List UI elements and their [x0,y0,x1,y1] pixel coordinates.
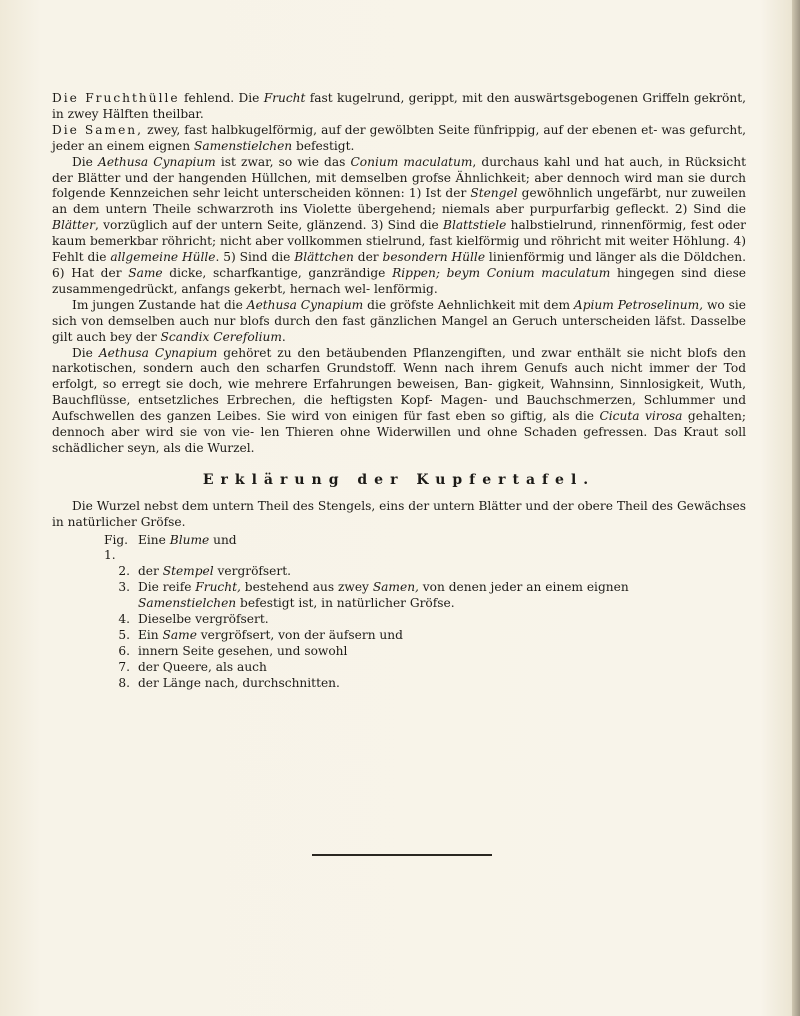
italic-term: Apium Petroselinum, [573,297,704,312]
text: und [209,532,237,547]
italic-term: Aethusa Cynapium [246,297,364,312]
text: befestigt. [292,138,355,153]
text: wo sie sich von demselben auch nur blofs durch den fast gänzlichen Mangel an Geruch unterscheiden läfst. Dasselbe gilt auch bey der [52,297,747,344]
text: gehalten; dennoch aber wird sie von vie- len Thieren ohne Widerwillen und ohne Schaden gefressen. Das Kraut soll schädlicher seyn, als die Wurzel. [52,409,747,455]
figure-number: 5. [118,628,130,642]
italic-term: Frucht, [195,580,241,595]
figure-item-continuation [52,596,746,612]
text: dicke, scharfkantige, ganzrändige [162,265,393,280]
italic-term: Samenstielchen [138,596,237,611]
text: Die [72,154,99,169]
text: Die reife [138,580,196,595]
text: der Queere, als auch [138,659,267,674]
text: , durchaus kahl und hat auch, in Rücksicht der Blätter und der hangenden Hüllchen, mit demselben grofse Ähnlichkeit; aber dennoch wird man sie durch folgende Kennzeichen sehr leicht unterscheiden können: 1) Ist der [52,154,746,201]
text: der [353,250,383,265]
figure-number: Fig. 1. [104,532,129,563]
text: Die [72,345,99,360]
figure-number: 6. [118,643,130,658]
section-heading: Erklärung der Kupfertafel. [202,471,596,488]
text: bestehend aus zwey [240,580,373,595]
italic-term: Frucht [263,91,306,105]
text: vergröfsert. [213,564,291,579]
page-edge [792,0,800,1016]
italic-term: allgemeine Hülle [110,250,216,265]
text: Ein [138,628,163,642]
text: . 5) Sind die [215,250,295,265]
text: Im jungen Zustande hat die [72,297,247,312]
figure-item [52,580,746,596]
italic-term: Conium maculatum [350,154,473,169]
figure-number: 8. [118,675,130,690]
text: fast kugelrund, gerippt, mit den auswärtsgebogenen Griffeln gekrönt, in zwey Hälften theilbar. [52,91,747,121]
italic-term: Stengel [470,186,518,201]
figure-number: 2. [118,564,130,579]
text: der [138,564,163,579]
text: fehlend. Die [179,91,264,105]
text: Eine [138,532,170,547]
paragraph-fruit [52,91,746,123]
page-text [52,91,746,692]
text: befestigt ist, in natürlicher Gröfse. [236,596,455,611]
text: gehöret zu den betäubenden Pflanzengiften, und zwar enthält sie nicht blofs den narkotischen, sondern auch den scharfen Grundstoff. Wenn nach ihrem Genufs auch nicht immer der Tod erfolgt, so erregt sie doch, wie mehrere Erfahrungen beweisen, Ban- gigkeit, Wahnsinn, Sinnlosigkeit, Wuth, Bauchflüsse, entsetzliches Erbrechen, die heftigsten Kopf- Magen- und Bauchschmerzen, Schlummer und Aufschwellen des ganzen Leibes. Sie wird von einigen für fast eben so giftig, als die [52,345,746,424]
text: gewöhnlich ungefärbt, nur zuweilen an dem untern Theile schwarzroth ins Violette übergehend; niemals aber purpurfarbig gefleckt. 2) Sind die [52,186,746,217]
italic-term: Cicuta virosa [599,409,683,424]
text: . [281,329,286,344]
italic-term: Same [128,265,163,280]
text: , vorzüglich auf der untern Seite, glänzend. 3) Sind die [94,218,444,233]
italic-term: Aethusa Cynapium [98,154,216,169]
text: linienförmig und länger als die Döldchen. 6) Hat der [52,250,746,280]
italic-term: Blätter [52,218,95,233]
figure-item [52,533,746,565]
lead-term: Die Samen, [52,122,144,137]
text: von denen jeder an einem eignen [418,580,629,595]
italic-term: Samen, [372,580,419,595]
text: halbstielrund, rinnenförmig, fest oder kaum bemerkbar röhricht; nicht aber vollkommen stielrund, fast kielförmig und röhricht mit weiter Höhlung. 4) Fehlt die [52,218,746,265]
italic-term: Scandix Cerefolium [160,329,282,344]
text: hingegen sind diese zusammengedrückt, anfangs gekerbt, hernach wel- lenförmig. [52,265,746,296]
italic-term: Same [162,628,197,642]
figure-number: 4. [118,612,130,627]
figure-item [52,660,746,676]
italic-term: Aethusa Cynapium [98,345,218,360]
italic-term: Blättchen [294,250,354,265]
horizontal-rule [312,854,492,856]
text: die gröfste Aehnlichkeit mit dem [363,297,574,312]
paragraph-young-state [52,298,746,346]
italic-term: Rippen; beym Conium maculatum [392,265,611,280]
figure-item [52,612,746,628]
paragraph-toxicity [52,346,746,457]
figure-number: 7. [118,659,130,674]
figure-item [52,676,746,692]
paragraph-plate-intro: Die Wurzel nebst dem untern Theil des Stengels, eins der untern Blätter und der obere Theil des Gewächses in natürlicher Gröfse. [52,498,746,529]
paragraph-comparison [52,155,746,298]
italic-term: Blume [169,532,210,547]
text: ist zwar, so wie das [215,154,351,169]
italic-term: Samenstielchen [194,138,293,153]
text: Dieselbe vergröfsert. [138,612,269,627]
figure-item [52,628,746,644]
figure-item [52,564,746,580]
text: der Länge nach, durchschnitten. [138,675,340,690]
figure-number: 3. [118,580,130,595]
figure-item [52,644,746,660]
lead-term: Die Fruchthülle [52,91,180,105]
text: zwey, fast halbkugelförmig, auf der gewölbten Seite fünfrippig, auf der ebenen et- was gefurcht, jeder an einem eignen [52,122,746,153]
text: innern Seite gesehen, und sowohl [138,643,348,658]
italic-term: Stempel [162,564,214,579]
italic-term: Blattstiele [443,218,507,233]
figure-list [52,533,746,692]
text: vergröfsert, von der äufsern und [196,628,403,642]
italic-term: besondern Hülle [382,250,486,265]
paragraph-seeds [52,123,746,155]
